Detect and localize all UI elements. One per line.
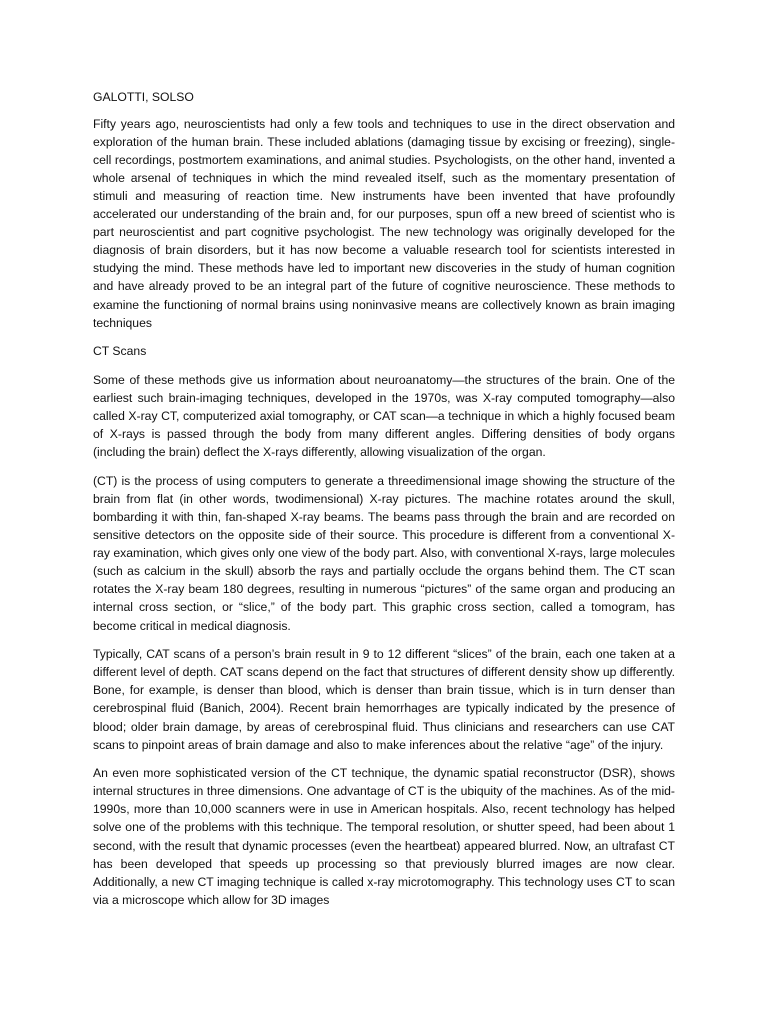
body-paragraph: (CT) is the process of using computers to generate a threedimensional image showing the structure of the brain from flat (in other words, twodimensional) X-ray pictures. The machine rotates around the skull, bombarding it with thin, fan-shaped X-ray beams. The beams pass through the brain and are recorded on sensitive detectors on the opposite side of their source. This procedure is different from a conventional X-ray examination, which gives only one view of the body part. Also, with conventional X-rays, large molecules (such as calcium in the skull) absorb the rays and partially occlude the organs behind them. The CT scan rotates the X-ray beam 180 degrees, resulting in numerous “pictures” of the same organ and producing an internal cross section, or “slice,” of the body part. This graphic cross section, called a tomogram, has become critical in medical diagnosis. xyxy=(93,473,675,633)
body-paragraph: Typically, CAT scans of a person’s brain result in 9 to 12 different “slices” of the brain, each one taken at a different level of depth. CAT scans depend on the fact that structures of different density show up differently. Bone, for example, is denser than blood, which is denser than brain tissue, which is in turn denser than cerebrospinal fluid (Banich, 2004). Recent brain hemorrhages are typically indicated by the presence of blood; older brain damage, by areas of cerebrospinal fluid. Thus clinicians and researchers can use CAT scans to pinpoint areas of brain damage and also to make inferences about the relative “age” of the injury. xyxy=(93,647,675,752)
intro-paragraph: Fifty years ago, neuroscientists had only a few tools and techniques to use in the direct observation and exploration of the human brain. These included ablations (damaging tissue by excising or freezing), single-cell recordings, postmortem examinations, and animal studies. Psychologists, on the other hand, invented a whole arsenal of techniques in which the mind revealed itself, such as the momentary presentation of stimuli and measuring of reaction time. New instruments have been invented that have profoundly accelerated our understanding of the brain and, for our purposes, spun off a new breed of scientist who is part neuroscientist and part cognitive psychologist. The new technology was originally developed for the diagnosis of brain disorders, but it has now become a valuable research tool for scientists interested in studying the mind. These methods have led to important new discoveries in the study of human cognition and have already proved to be an integral part of the future of cognitive neuroscience. These methods to examine the functioning of normal brains using noninvasive means are collectively known as brain imaging techniques xyxy=(93,116,675,330)
document-page xyxy=(93,88,675,909)
body-paragraph: Some of these methods give us information about neuroanatomy—the structures of the brain. One of the earliest such brain-imaging techniques, developed in the 1970s, was X-ray computed tomography—also called X-ray CT, computerized axial tomography, or CAT scan—a technique in which a highly focused beam of X-rays is passed through the body from many different angles. Differing densities of body organs (including the brain) deflect the X-rays differently, allowing visualization of the organ. xyxy=(93,372,675,460)
body-paragraph: An even more sophisticated version of the CT technique, the dynamic spatial reconstructor (DSR), shows internal structures in three dimensions. One advantage of CT is the ubiquity of the machines. As of the mid-1990s, more than 10,000 scanners were in use in American hospitals. Also, recent technology has helped solve one of the problems with this technique. The temporal resolution, or shutter speed, had been about 1 second, with the result that dynamic processes (even the heartbeat) appeared blurred. Now, an ultrafast CT has been developed that speeds up processing so that previously blurred images are now clear. Additionally, a new CT imaging technique is called x-ray microtomography. This technology uses CT to scan via a microscope which allow for 3D images xyxy=(93,766,675,907)
document-header: GALOTTI, SOLSO xyxy=(93,90,194,104)
section-heading: CT Scans xyxy=(93,344,147,359)
